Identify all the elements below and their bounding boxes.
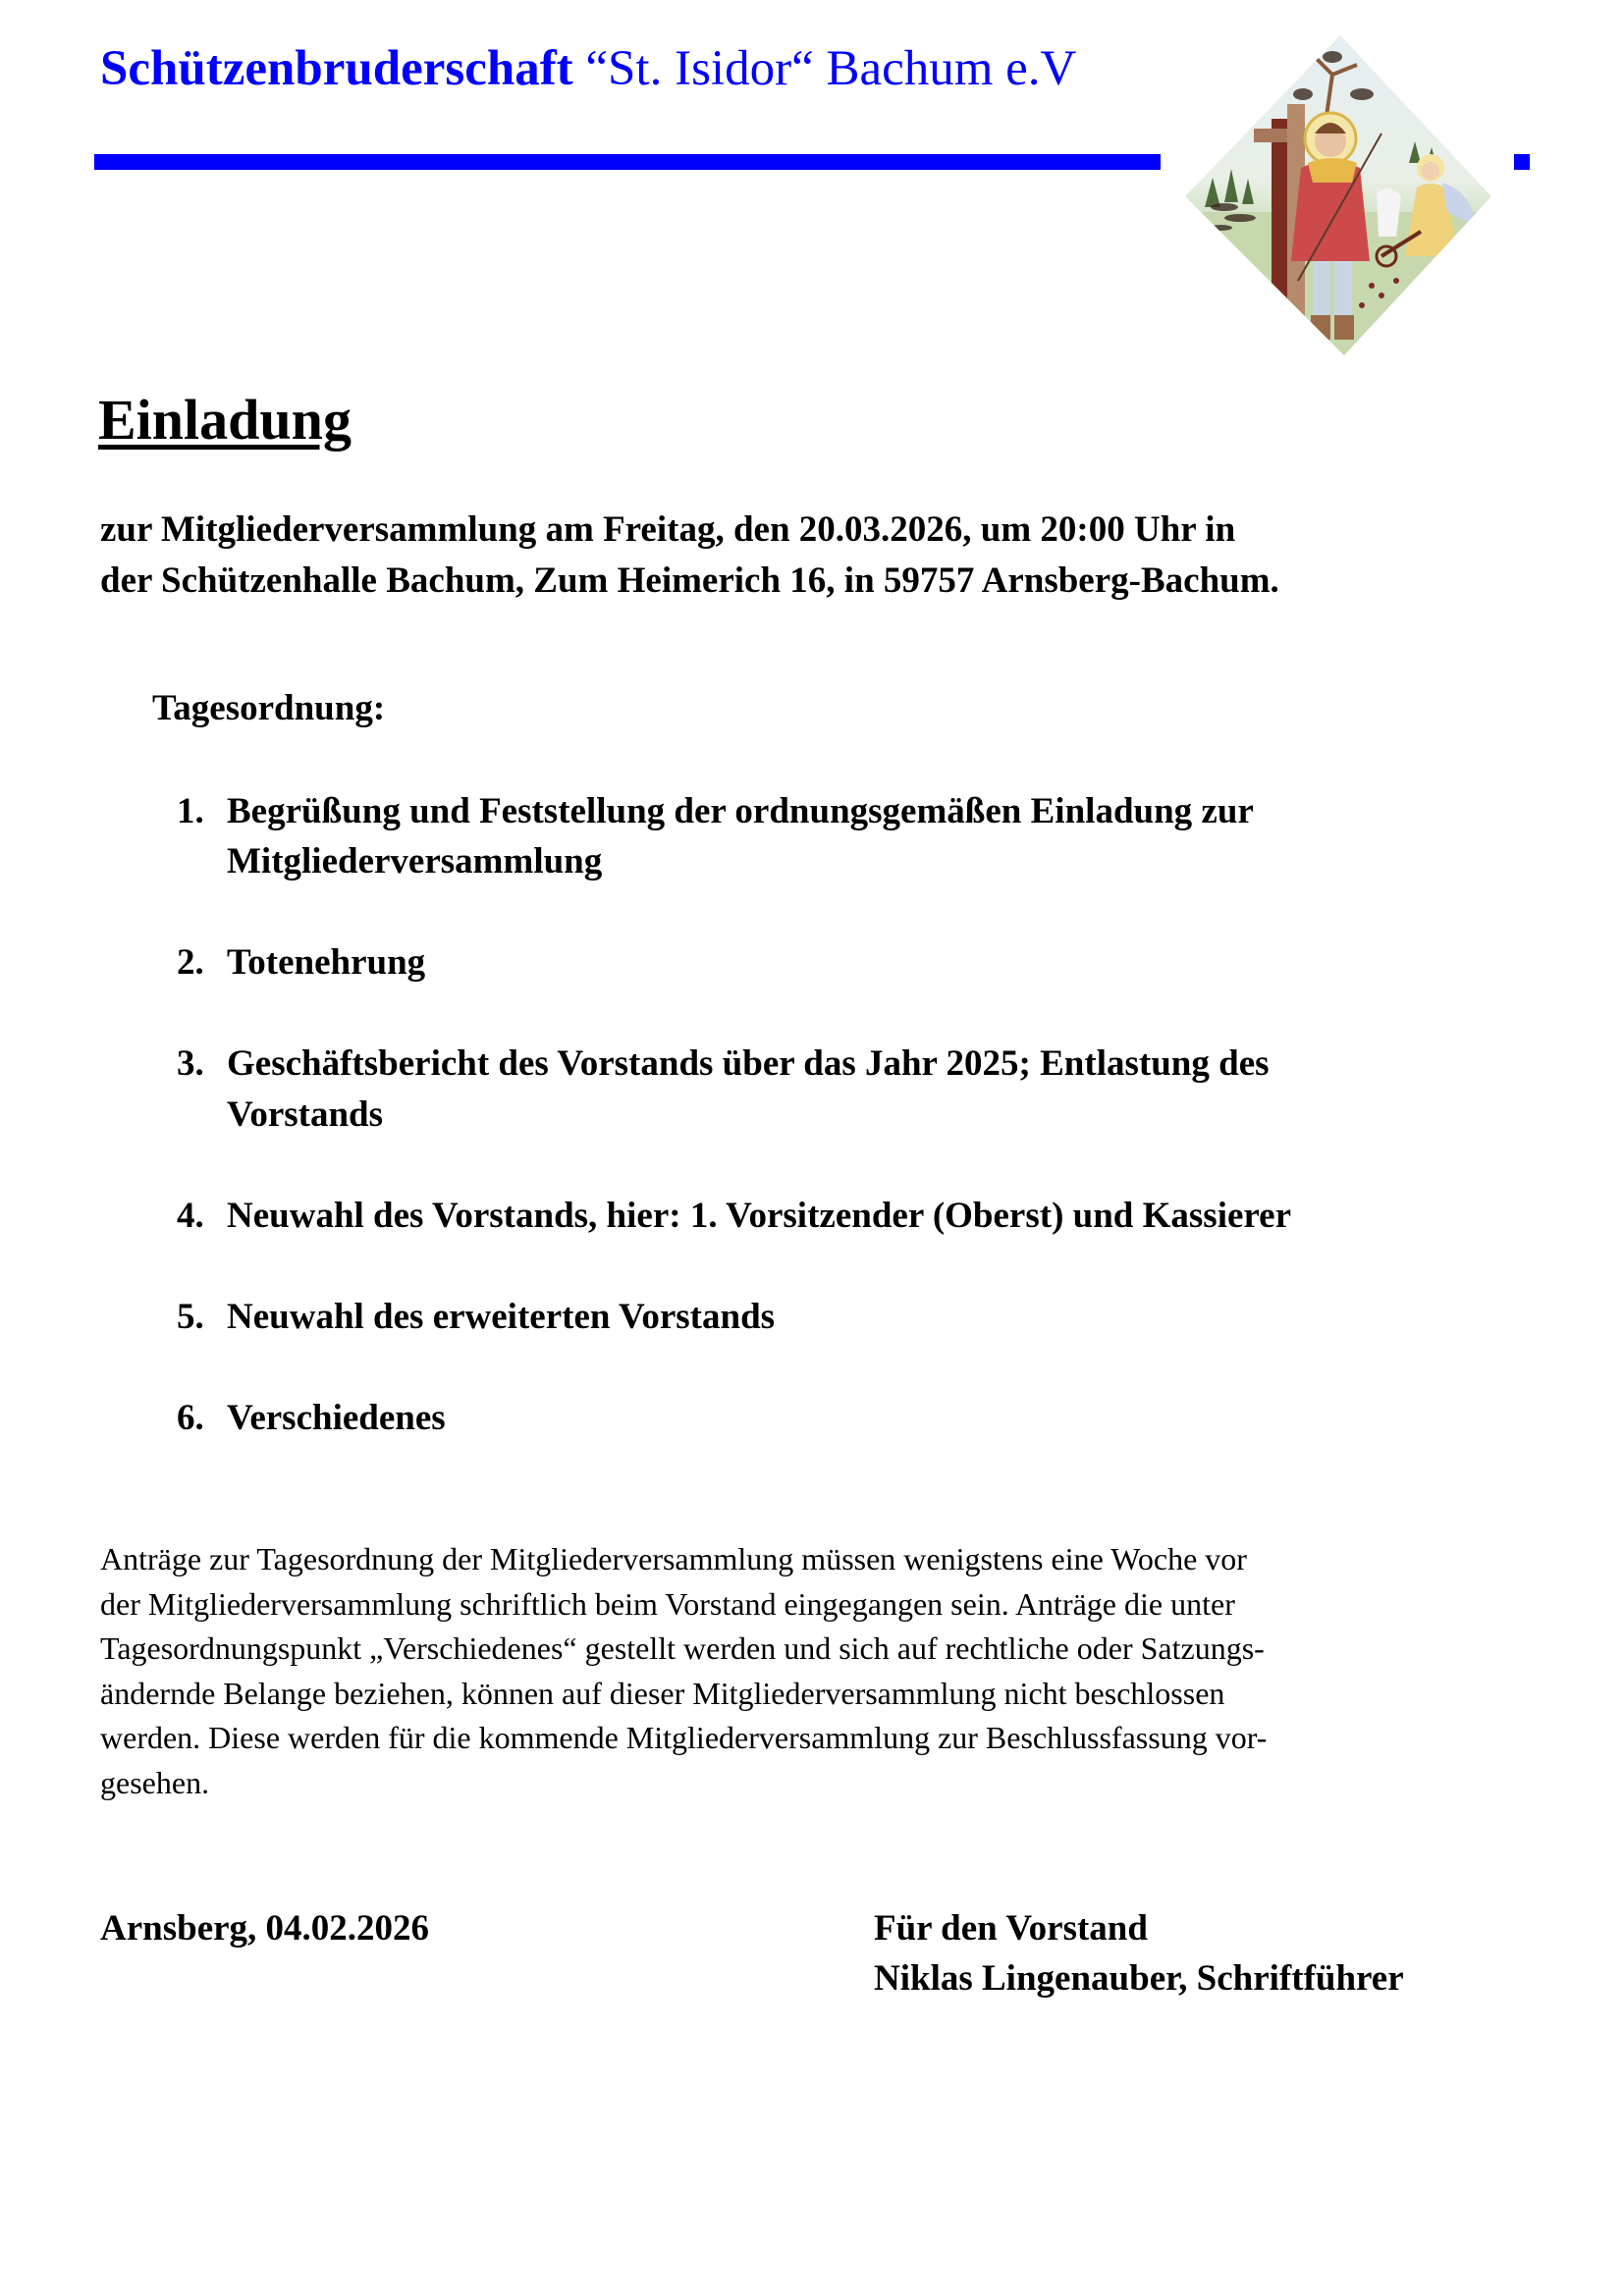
signature-name: Niklas Lingenauber, Schriftführer [874,1958,1404,1999]
motions-note-line: werden. Diese werden für die kommende Mitgliederversammlung zur Beschlussfassung vor- [100,1720,1268,1755]
organization-name-rest: “St. Isidor“ Bachum e.V [572,41,1077,96]
organization-name [100,39,1076,98]
agenda-item-text: Begrüßung und Feststellung der ordnungsgemäßen Einladung zur [227,791,1254,831]
agenda-heading: Tagesordnung: [152,688,386,728]
signature-role: Für den Vorstand [874,1908,1148,1949]
organization-name-bold: Schützenbruderschaft [100,41,573,96]
motions-note-line: Tagesordnungspunkt „Verschiedenes“ gestellt werden und sich auf rechtliche oder Satzungs- [100,1630,1265,1666]
header-divider-bar [94,154,1161,170]
agenda-item-number: 2. [177,942,204,983]
place-and-date: Arnsberg, 04.02.2026 [100,1908,430,1949]
agenda-item-number: 1. [177,791,204,831]
agenda-item-number: 5. [177,1297,204,1337]
agenda-item-text: Vorstands [227,1095,384,1135]
agenda-item-text: Neuwahl des Vorstands, hier: 1. Vorsitzender (Oberst) und Kassierer [227,1196,1292,1236]
motions-note [100,1537,1534,1805]
motions-note-line: der Mitgliederversammlung schriftlich beim Vorstand eingegangen sein. Anträge die unter [100,1585,1235,1622]
meeting-details-line: der Schützenhalle Bachum, Zum Heimerich 16, in 59757 Arnsberg-Bachum. [100,561,1279,601]
meeting-details-line: zur Mitgliederversammlung am Freitag, den 20.03.2026, um 20:00 Uhr in [100,509,1236,550]
motions-note-line: Anträge zur Tagesordnung der Mitgliederversammlung müssen wenigstens eine Woche vor [100,1541,1247,1576]
agenda-item-text: Geschäftsbericht des Vorstands über das Jahr 2025; Entlastung des [227,1043,1270,1084]
document-title: Einladung [98,388,352,452]
meeting-details [100,505,1279,607]
motions-note-line: ändernde Belange beziehen, können auf dieser Mitgliederversammlung nicht beschlossen [100,1675,1225,1711]
header-accent-square [1514,154,1530,170]
agenda-item-text: Totenehrung [227,942,426,983]
agenda-item-text: Verschiedenes [227,1398,446,1438]
agenda-item-number: 4. [177,1196,204,1236]
agenda-item-text: Neuwahl des erweiterten Vorstands [227,1297,776,1337]
saint-isidor-emblem-icon [1185,35,1491,355]
agenda-item-text: Mitgliederversammlung [227,841,603,881]
agenda-item-number: 3. [177,1043,204,1084]
agenda-item-number: 6. [177,1398,204,1438]
motions-note-line: gesehen. [100,1764,210,1800]
